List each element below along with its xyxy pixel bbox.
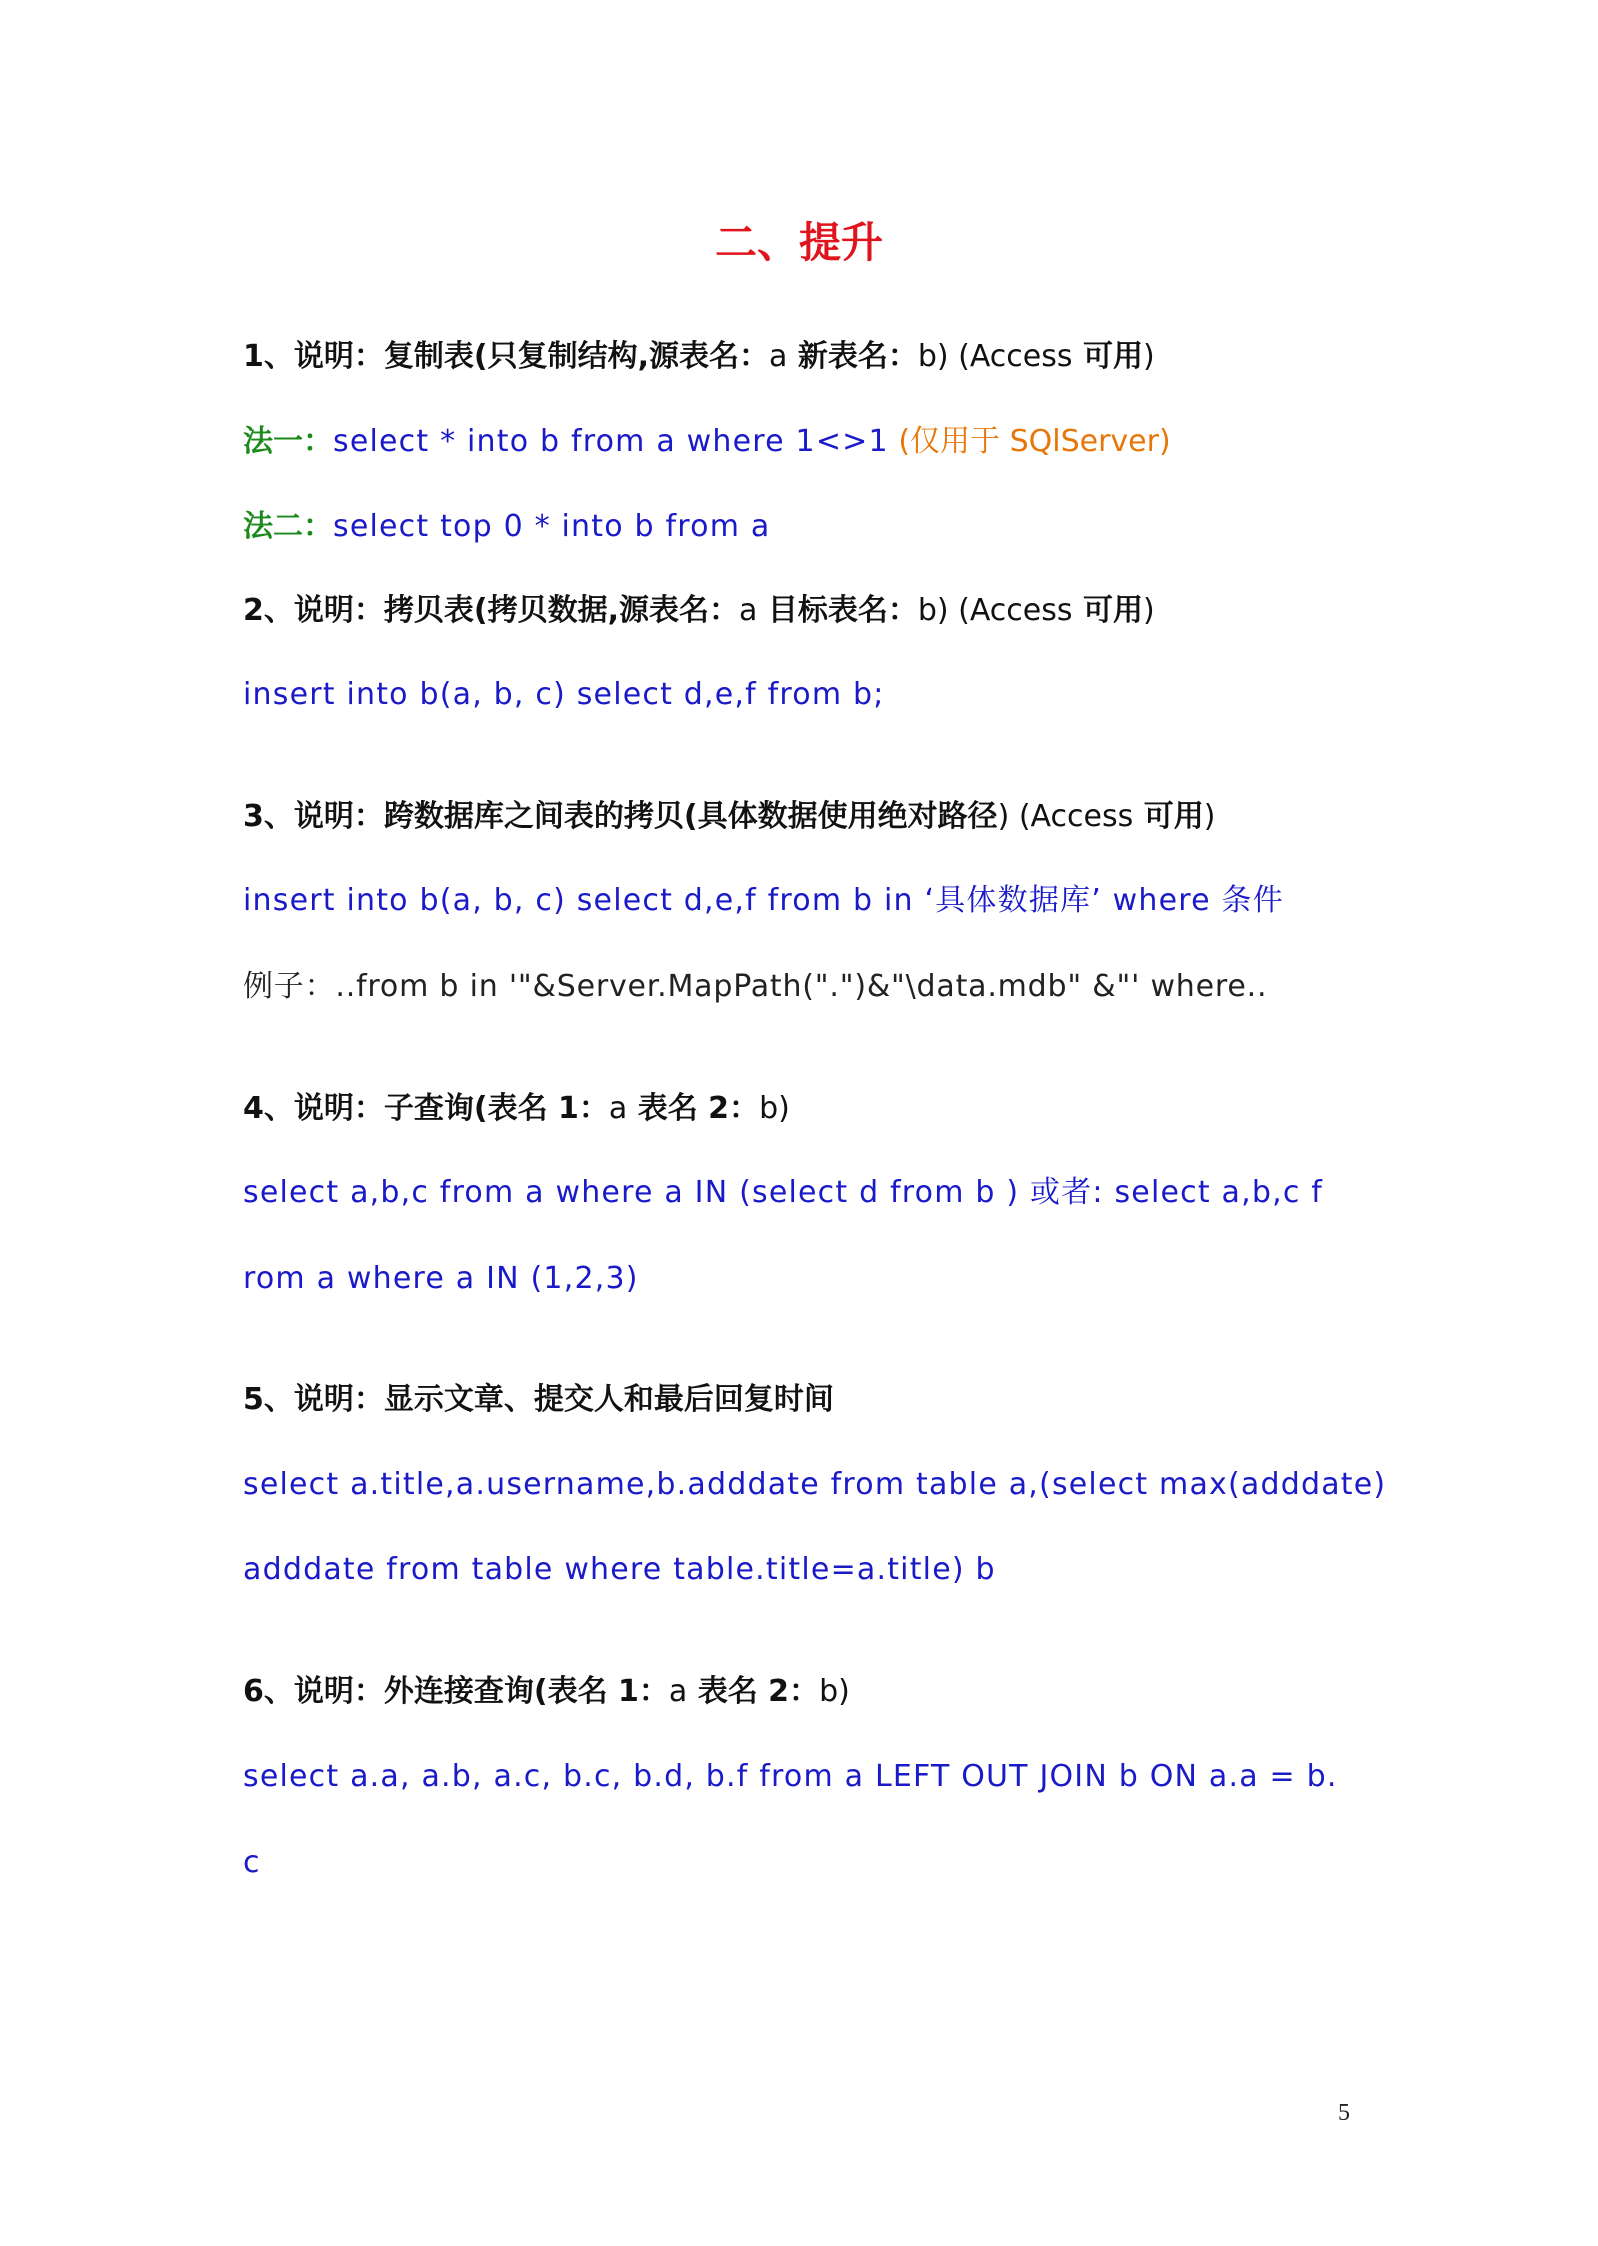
section-2-heading-part: b) (Access — [917, 593, 1073, 628]
page-title: 二、提升 — [714, 218, 883, 267]
section-3-heading — [243, 797, 1215, 837]
method-1-label: 法一： — [243, 424, 333, 459]
section-3-heading-part: 3、说明：跨数据库之间表的拷贝(具体数据使用绝对路径 — [243, 799, 998, 834]
section-5-code-line-1: select a.title,a.username,b.adddate from table a,(select max(adddate) — [243, 1467, 1387, 1502]
section-2-heading — [243, 591, 1155, 631]
section-4-heading-part: 表名 2： — [627, 1091, 760, 1126]
page-number: 5 — [1338, 2100, 1350, 2126]
section-2-code: insert into b(a, b, c) select d,e,f from b; — [243, 677, 885, 712]
section-6-code-line-2: c — [243, 1845, 261, 1880]
section-1-heading-part: 新表名： — [787, 339, 918, 374]
section-3-heading-part: ) — [1203, 799, 1216, 834]
section-1-heading-part: 1、说明：复制表(只复制结构,源表名： — [243, 339, 769, 374]
section-6-heading-part: 6、说明：外连接查询(表名 1： — [243, 1674, 669, 1709]
section-3-example: 例子：..from b in '"&Server.MapPath(".")&"\data.mdb" &"' where.. — [243, 969, 1268, 1004]
section-4-heading — [243, 1089, 790, 1129]
method-2-line — [243, 507, 770, 547]
section-5-code-line-2: adddate from table where table.title=a.title) b — [243, 1552, 996, 1587]
section-3-heading-part: ) (Access — [997, 799, 1134, 834]
section-1-heading — [243, 337, 1155, 377]
section-6-heading — [243, 1672, 850, 1712]
section-2-heading-part: 目标表名： — [757, 593, 918, 628]
section-6-heading-part: a — [668, 1674, 688, 1709]
section-4-code-line-1: select a,b,c from a where a IN (select d from b ) 或者: select a,b,c f — [243, 1175, 1324, 1210]
method-1-line — [243, 422, 1171, 462]
section-3-heading-part: 可用 — [1133, 799, 1204, 834]
section-6-code-line-1: select a.a, a.b, a.c, b.c, b.d, b.f from a LEFT OUT JOIN b ON a.a = b. — [243, 1759, 1338, 1794]
section-6-heading-part: b) — [819, 1674, 850, 1709]
section-1-heading-part: a — [768, 339, 788, 374]
section-2-heading-part: a — [738, 593, 758, 628]
section-2-heading-part: 2、说明：拷贝表(拷贝数据,源表名： — [243, 593, 739, 628]
section-6-heading-part: 表名 2： — [687, 1674, 820, 1709]
section-3-code: insert into b(a, b, c) select d,e,f from b in ‘具体数据库’ where 条件 — [243, 883, 1284, 918]
section-5-heading: 5、说明：显示文章、提交人和最后回复时间 — [243, 1382, 834, 1417]
section-2-heading-part: 可用 — [1072, 593, 1143, 628]
method-1-note: (仅用于 SQlServer) — [888, 424, 1171, 459]
method-2-label: 法二： — [243, 509, 333, 544]
section-1-heading-part: b) (Access — [917, 339, 1073, 374]
method-1-code: select * into b from a where 1<>1 — [333, 424, 889, 459]
section-4-heading-part: b) — [759, 1091, 790, 1126]
section-1-heading-part: ) — [1142, 339, 1155, 374]
method-2-code: select top 0 * into b from a — [333, 509, 771, 544]
section-1-heading-part: 可用 — [1072, 339, 1143, 374]
section-4-heading-part: 4、说明：子查询(表名 1： — [243, 1091, 609, 1126]
section-4-heading-part: a — [608, 1091, 628, 1126]
section-4-code-line-2: rom a where a IN (1,2,3) — [243, 1261, 639, 1296]
section-2-heading-part: ) — [1142, 593, 1155, 628]
